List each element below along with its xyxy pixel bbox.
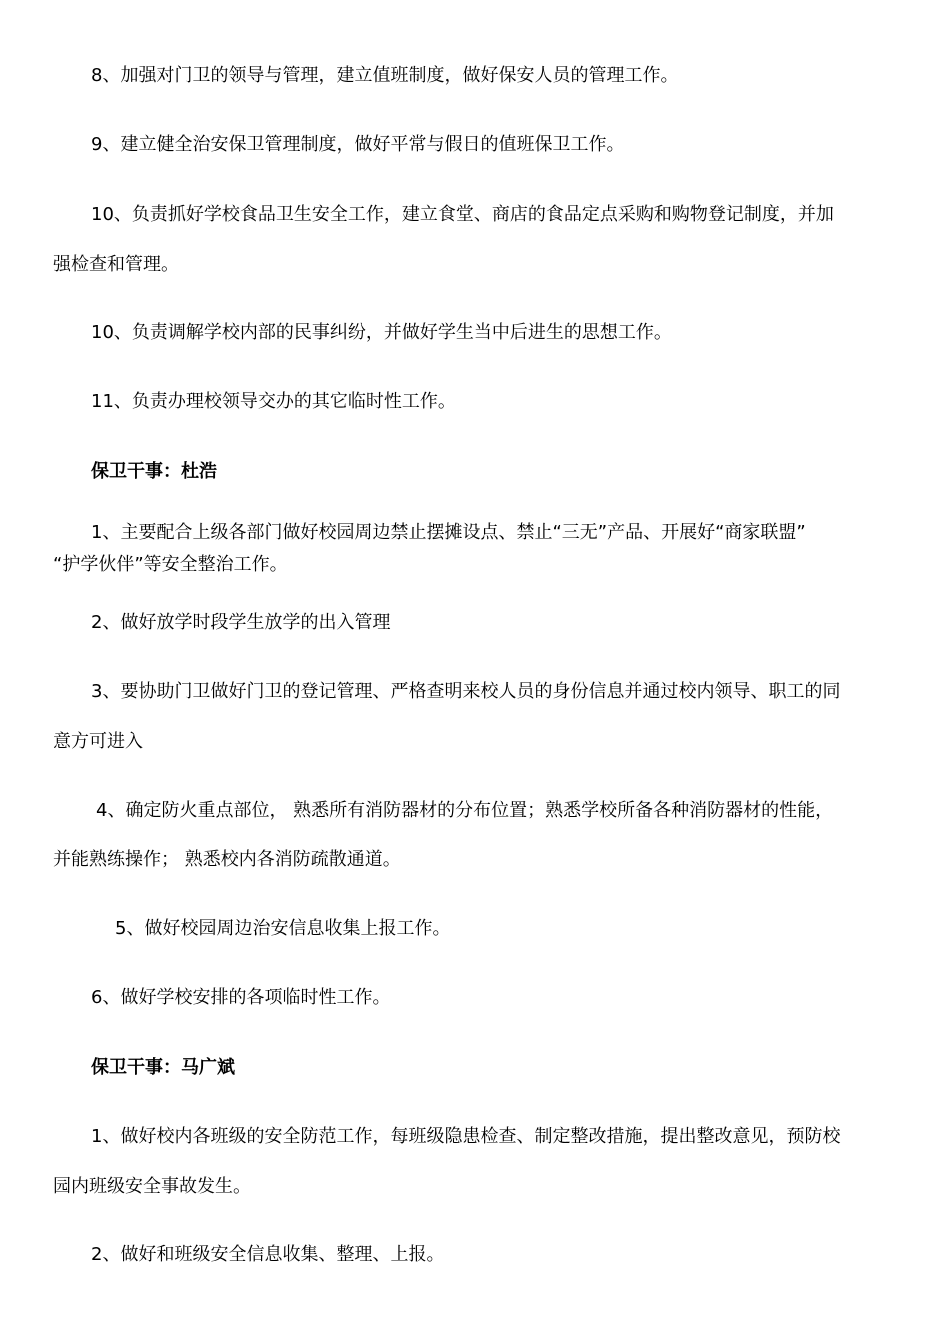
du-item-2-text: 2、做好放学时段学生放学的出入管理	[91, 612, 391, 633]
du-item-4-line1: 4、确定防火重点部位， 熟悉所有消防器材的分布位置；熟悉学校所备各种消防器材的性能，	[96, 800, 834, 821]
item-8-text: 8、加强对门卫的领导与管理，建立值班制度，做好保安人员的管理工作。	[91, 65, 679, 86]
section-heading-du: 保卫干事：杜浩	[91, 461, 217, 482]
du-item-1-line2: “护学伙伴”等安全整治工作。	[53, 554, 288, 575]
item-10-food-text-line2: 强检查和管理。	[53, 254, 179, 275]
ma-item-1-line2: 园内班级安全事故发生。	[53, 1176, 251, 1197]
ma-item-2-text: 2、做好和班级安全信息收集、整理、上报。	[91, 1244, 445, 1265]
item-9-text: 9、建立健全治安保卫管理制度，做好平常与假日的值班保卫工作。	[91, 134, 625, 155]
item-10-food-text-line1: 10、负责抓好学校食品卫生安全工作，建立食堂、商店的食品定点采购和购物登记制度，并加	[91, 204, 834, 225]
du-item-3-line2: 意方可进入	[53, 731, 143, 752]
item-11-text: 11、负责办理校领导交办的其它临时性工作。	[91, 391, 456, 412]
du-item-1-line1: 1、主要配合上级各部门做好校园周边禁止摆摊设点、禁止“三无”产品、开展好“商家联盟”	[91, 522, 806, 543]
du-item-6-text: 6、做好学校安排的各项临时性工作。	[91, 987, 391, 1008]
du-item-3-line1: 3、要协助门卫做好门卫的登记管理、严格查明来校人员的身份信息并通过校内领导、职工的同	[91, 681, 841, 702]
du-item-4-line2: 并能熟练操作； 熟悉校内各消防疏散通道。	[53, 849, 401, 870]
item-10-dispute-text: 10、负责调解学校内部的民事纠纷，并做好学生当中后进生的思想工作。	[91, 322, 672, 343]
section-heading-ma: 保卫干事：马广斌	[91, 1057, 235, 1078]
du-item-5-text: 5、做好校园周边治安信息收集上报工作。	[115, 918, 451, 939]
ma-item-1-line1: 1、做好校内各班级的安全防范工作，每班级隐患检查、制定整改措施，提出整改意见，预防校	[91, 1126, 841, 1147]
